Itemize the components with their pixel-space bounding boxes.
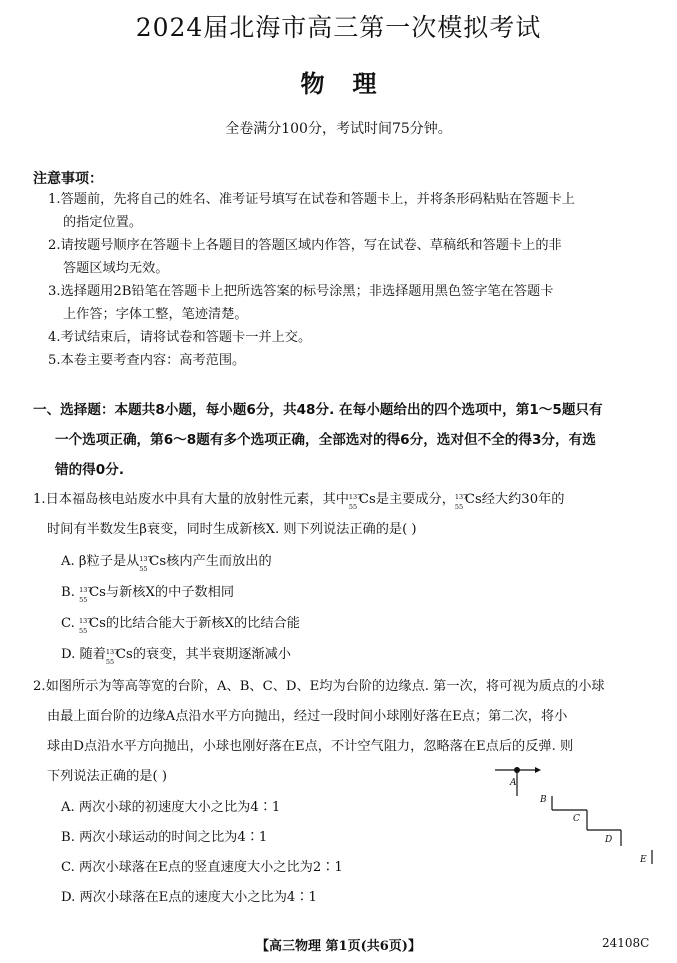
notice-line: 3.选择题用2B铅笔在答题卡上把所选答案的标号涂黑；非选择题用黑色签字笔在答题卡 [48,284,554,299]
exam-title: 2024届北海市高三第一次模拟考试 [135,13,542,42]
q2-stem-line: 2.如图所示为等高等宽的台阶，A、B、C、D、E均为台阶的边缘点. 第一次，将可视为质点的小球 [33,679,605,694]
q2-option-a: A. 两次小球的初速度大小之比为4∶1 [61,800,281,815]
label-point-b: B [540,795,547,805]
cs-isotope-notation: 137 55 [348,493,362,511]
q1-option-d: D. 随着 137 55 Cs的衰变，其半衰期逐渐减小 [61,647,291,666]
q2-option-d: D. 两次小球落在E点的速度大小之比为4∶1 [61,890,317,905]
label-point-d: D [605,835,613,845]
notice-line: 1.答题前，先将自己的姓名、准考证号填写在试卷和答题卡上，并将条形码粘贴在答题卡上 [48,192,575,207]
notice-line: 2.请按题号顺序在答题卡上各题目的答题区域内作答，写在试卷、草稿纸和答题卡上的非 [48,238,562,253]
subject-title: 物理 [300,69,405,98]
q1-stem-line-1: 1.日本福岛核电站废水中具有大量的放射性元素，其中 137 55 Cs是主要成分， 137 55 Cs经大约30年的 [33,492,565,511]
cs-isotope-notation: 137 55 [105,648,119,666]
q2-option-b: B. 两次小球运动的时间之比为4∶1 [61,830,268,845]
label-point-a: A [510,778,517,788]
q2-stem-line: 下列说法正确的是( ) [47,769,167,784]
ball-icon [514,767,520,773]
cs-isotope-notation: 137 55 [79,586,92,604]
q1-stem-line-2: 时间有半数发生β衰变，同时生成新核X. 则下列说法正确的是( ) [47,522,417,537]
label-point-c: C [573,814,580,824]
section-instruction-line: 一、选择题：本题共8小题，每小题6分，共48分. 在每小题给出的四个选项中，第1～5题只有 [33,402,603,418]
cs-isotope-notation: 137 55 [79,617,92,635]
velocity-arrow-head [535,767,541,773]
cs-isotope-notation: 137 55 [139,555,152,573]
q2-stem-line: 球由D点沿水平方向抛出，小球也刚好落在E点，不计空气阻力，忽略落在E点后的反弹. 则 [47,739,574,754]
q1-option-b: B. 137 55 Cs与新核X的中子数相同 [61,585,235,604]
q1-option-c: C. 137 55 Cs的比结合能大于新核X的比结合能 [61,616,300,635]
notice-heading: 注意事项： [33,171,103,187]
cs-isotope-notation: 137 55 [454,493,468,511]
q1-option-a: A. β粒子是从 137 55 Cs核内产生而放出的 [61,554,272,573]
paper-code: 24108C [602,936,650,950]
section-instruction-line: 一个选项正确，第6～8题有多个选项正确，全部选对的得6分，选对但不全的得3分，有选 [55,432,596,448]
q2-option-c: C. 两次小球落在E点的竖直速度大小之比为2∶1 [61,860,343,875]
score-info: 全卷满分100分，考试时间75分钟。 [225,121,452,137]
notice-line: 4.考试结束后，请将试卷和答题卡一并上交。 [48,330,312,345]
notice-line: 的指定位置。 [63,215,143,230]
notice-line: 答题区域均无效。 [63,261,169,276]
label-point-e: E [640,855,647,865]
notice-line: 5.本卷主要考查内容：高考范围。 [48,353,246,368]
staircase-figure [495,760,660,870]
notice-line: 上作答；字体工整，笔迹清楚。 [63,307,248,322]
page-footer: 【高三物理 第1页(共6页)】 [256,939,421,954]
q2-stem-line: 由最上面台阶的边缘A点沿水平方向抛出，经过一段时间小球刚好落在E点；第二次，将小 [47,709,568,724]
section-instruction-line: 错的得0分. [55,462,124,478]
